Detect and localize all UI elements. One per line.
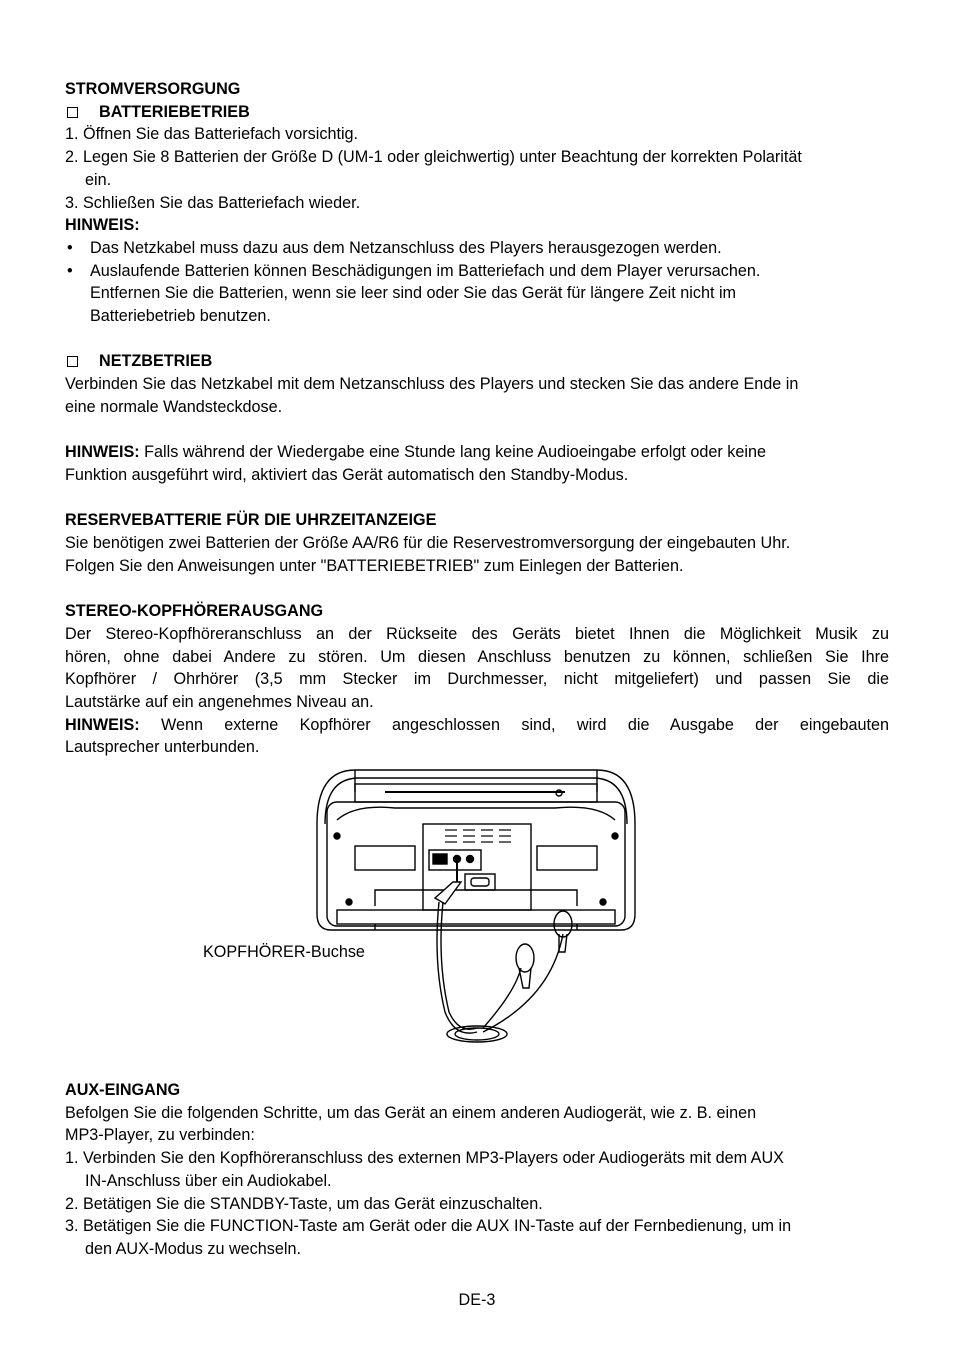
paragraph-line: Verbinden Sie das Netzkabel mit dem Netzanschluss des Players und stecken Sie das andere Ende in [65,375,799,394]
aux-step-2: 2. Betätigen Sie die STANDBY-Taste, um das Gerät einzuschalten. [65,1194,543,1213]
checkbox-icon [65,101,99,124]
step-2-cont: ein. [85,170,112,189]
headphone-jack-label: KOPFHÖRER-Buchse [203,943,365,962]
page-number: DE-3 [458,1291,496,1309]
subheading-battery: BATTERIEBETRIEB [65,101,889,124]
paragraph-line: Folgen Sie den Anweisungen unter "BATTERIEBETRIEB" zum Einlegen der Batterien. [65,556,684,575]
paragraph-line: eine normale Wandsteckdose. [65,397,283,416]
step-2: 2. Legen Sie 8 Batterien der Größe D (UM-1 oder gleichwertig) unter Beachtung der korrekten Polarität [65,148,802,167]
bullet-icon: • [67,261,73,280]
aux-step-1: 1. Verbinden Sie den Kopfhöreranschluss des externen MP3-Players oder Audiogeräts mit dem AUX [65,1149,784,1168]
section-heading-headphone: STEREO-KOPFHÖRERAUSGANG [65,602,324,621]
paragraph-line: Lautstärke auf ein angenehmes Niveau an. [65,692,374,711]
aux-step-1-cont: IN-Anschluss über ein Audiokabel. [85,1171,332,1190]
step-1: 1. Öffnen Sie das Batteriefach vorsichtig. [65,125,359,144]
paragraph-line: Lautsprecher unterbunden. [65,738,260,757]
subheading-mains: NETZBETRIEB [65,350,889,373]
aux-step-3: 3. Betätigen Sie die FUNCTION-Taste am Gerät oder die AUX IN-Taste auf der Fernbedienung, um in [65,1217,792,1236]
bullet-item: • Auslaufende Batterien können Beschädigungen im Batteriefach und dem Player verursachen. Entfernen Sie die Batterien, wenn sie leer sind oder Sie das Gerät für längere Zeit nicht im Batteriebetrieb benutzen. [67,261,761,326]
headphone-figure [65,759,889,1079]
headphone-note: HINWEIS: Wenn externe Kopfhörer angeschlossen sind, wird die Ausgabe der eingebauten [65,715,889,734]
section-heading-backup-battery: RESERVEBATTERIE FÜR DIE UHRZEITANZEIGE [65,511,437,530]
note-label: HINWEIS: [65,216,140,235]
section-heading-power: STROMVERSORGUNG [65,80,241,98]
paragraph-line: Kopfhörer / Ohrhörer (3,5 mm Stecker im Durchmesser, nicht mitgeliefert) und passen Sie die [65,670,889,689]
paragraph-line: MP3-Player, zu verbinden: [65,1126,255,1145]
paragraph-line: Sie benötigen zwei Batterien der Größe AA/R6 für die Reservestromversorgung der eingebauten Uhr. [65,534,791,553]
paragraph-line: hören, ohne dabei Andere zu stören. Um diesen Anschluss benutzen zu können, schließen Sie Ihre [65,647,889,666]
paragraph-line: Befolgen Sie die folgenden Schritte, um das Gerät an einem anderen Audiogerät, wie z. B. einen [65,1103,757,1122]
page-content [65,78,889,1261]
paragraph-line: Der Stereo-Kopfhöreranschluss an der Rückseite des Geräts bietet Ihnen die Möglichkeit Musik zu [65,624,889,643]
paragraph-line: Funktion ausgeführt wird, aktiviert das Gerät automatisch den Standby-Modus. [65,465,629,484]
radio-rear-illustration [315,762,645,1078]
aux-step-3-cont: den AUX-Modus zu wechseln. [85,1239,301,1258]
bullet-item: • Das Netzkabel muss dazu aus dem Netzanschluss des Players herausgezogen werden. [65,237,889,260]
checkbox-icon [65,350,99,373]
standby-note: HINWEIS: Falls während der Wiedergabe eine Stunde lang keine Audioeingabe erfolgt oder keine [65,443,766,462]
step-3: 3. Schließen Sie das Batteriefach wieder. [65,193,361,212]
section-heading-aux: AUX-EINGANG [65,1081,181,1100]
bullet-icon: • [67,238,73,257]
